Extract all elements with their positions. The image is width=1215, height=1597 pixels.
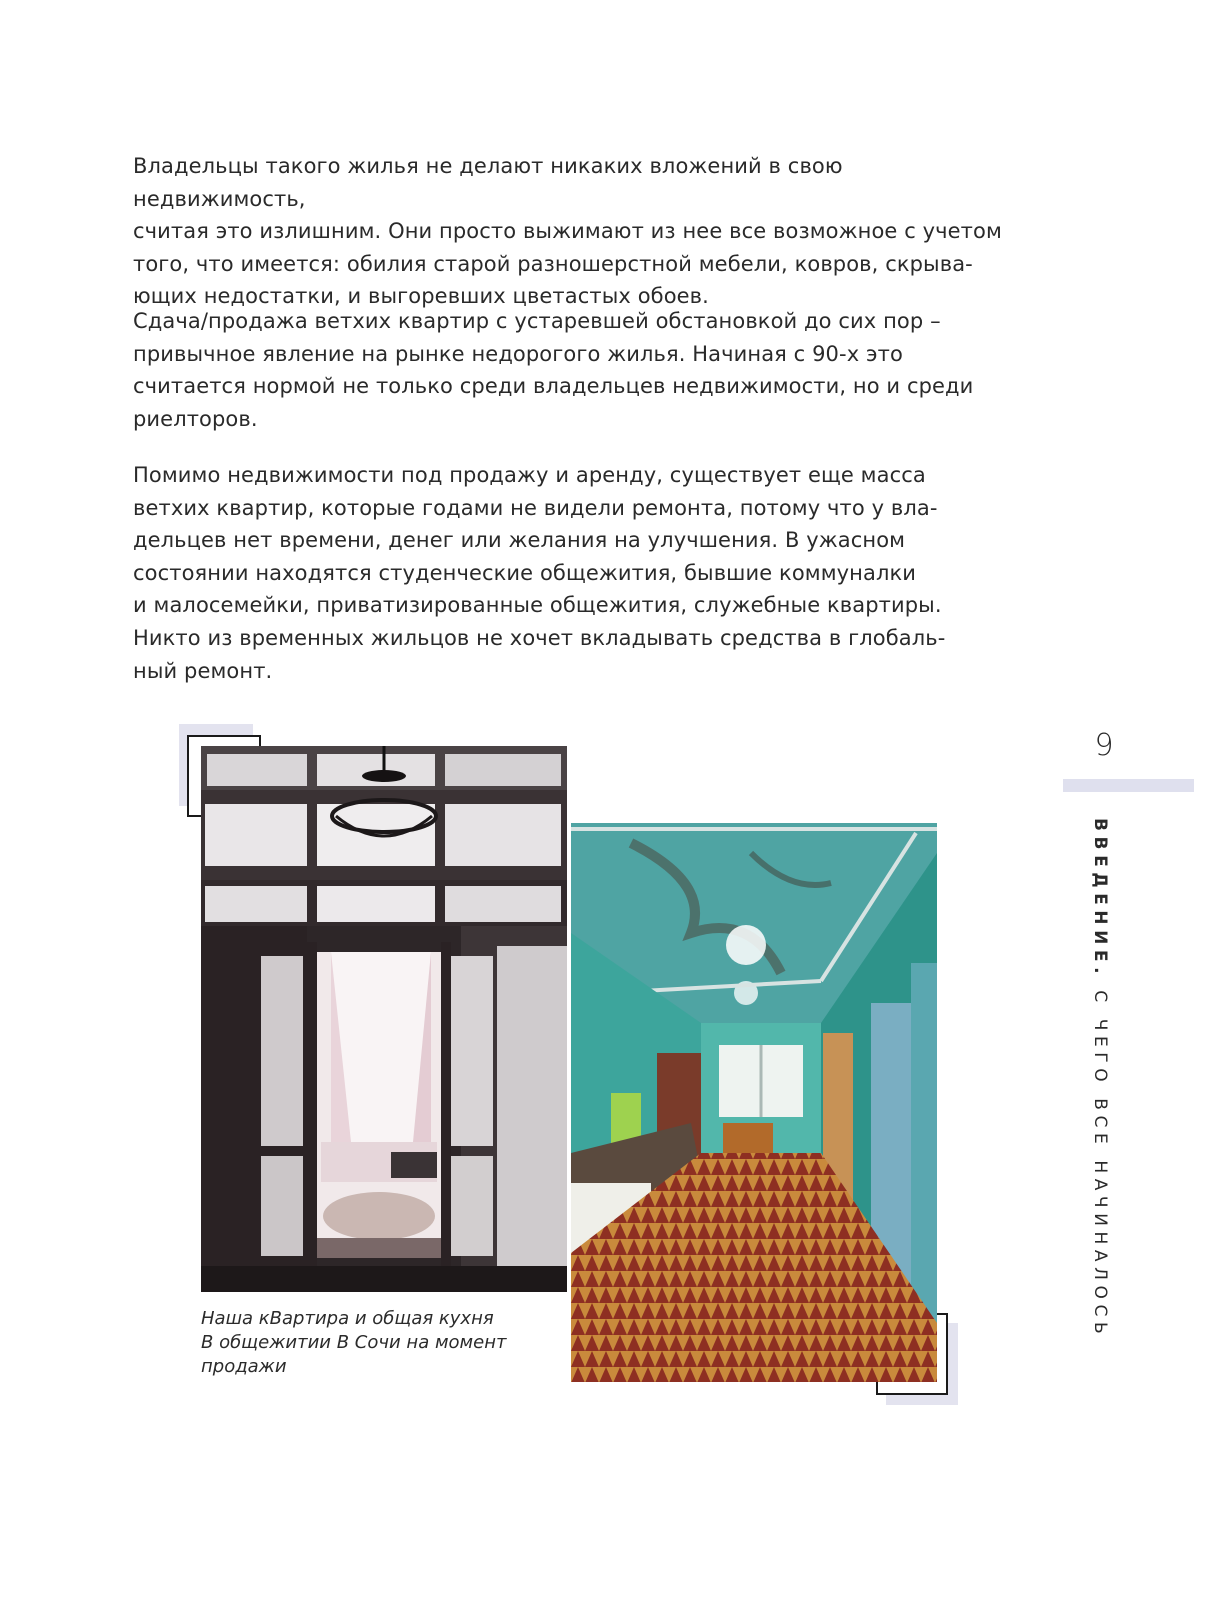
page-number: 9: [1094, 728, 1114, 763]
section-title-bold: ВВЕДЕНИЕ.: [1090, 818, 1110, 980]
section-running-head: [1086, 818, 1110, 1339]
side-tab-bar: [1063, 779, 1194, 792]
body-paragraph-2: Сдача/продажа ветхих квартир с устаревшей обстановкой до сих пор – привычное явление на рынке недорогого жилья. Начиная с 90-х это считается нормой не только среди владельцев недвижимости, но и среди риелторов.: [133, 309, 974, 431]
body-paragraph-1: Владельцы такого жилья не делают никаких вложений в свою недвижимость, считая это излишним. Они просто выжимают из нее все возможное с учетом того, что имеется: обилия старой разношерстной мебели, ковров, скрыва- ющих недостатки, и выгоревших цветастых обоев.: [133, 154, 1002, 309]
shared-kitchen-photo: [571, 823, 937, 1382]
apartment-photo-illustration: [201, 746, 567, 1292]
shared-kitchen-photo-illustration: [571, 823, 937, 1382]
figure-caption: Наша кВартира и общая кухня В общежитии В Сочи на момент продажи: [201, 1308, 507, 1377]
apartment-photo: [201, 746, 567, 1292]
body-paragraph-3: Помимо недвижимости под продажу и аренду, существует еще масса ветхих квартир, которые годами не видели ремонта, потому что у вла- дельцев нет времени, денег или желания на улучшения. В ужасном состоянии находятся студенческие общежития, бывшие коммуналки и малосемейки, приватизированные общежития, служебные квартиры. Никто из временных жильцов не хочет вкладывать средства в глобаль- ный ремонт.: [133, 463, 946, 683]
section-title-rest: С ЧЕГО ВСЕ НАЧИНАЛОСЬ: [1090, 979, 1110, 1340]
